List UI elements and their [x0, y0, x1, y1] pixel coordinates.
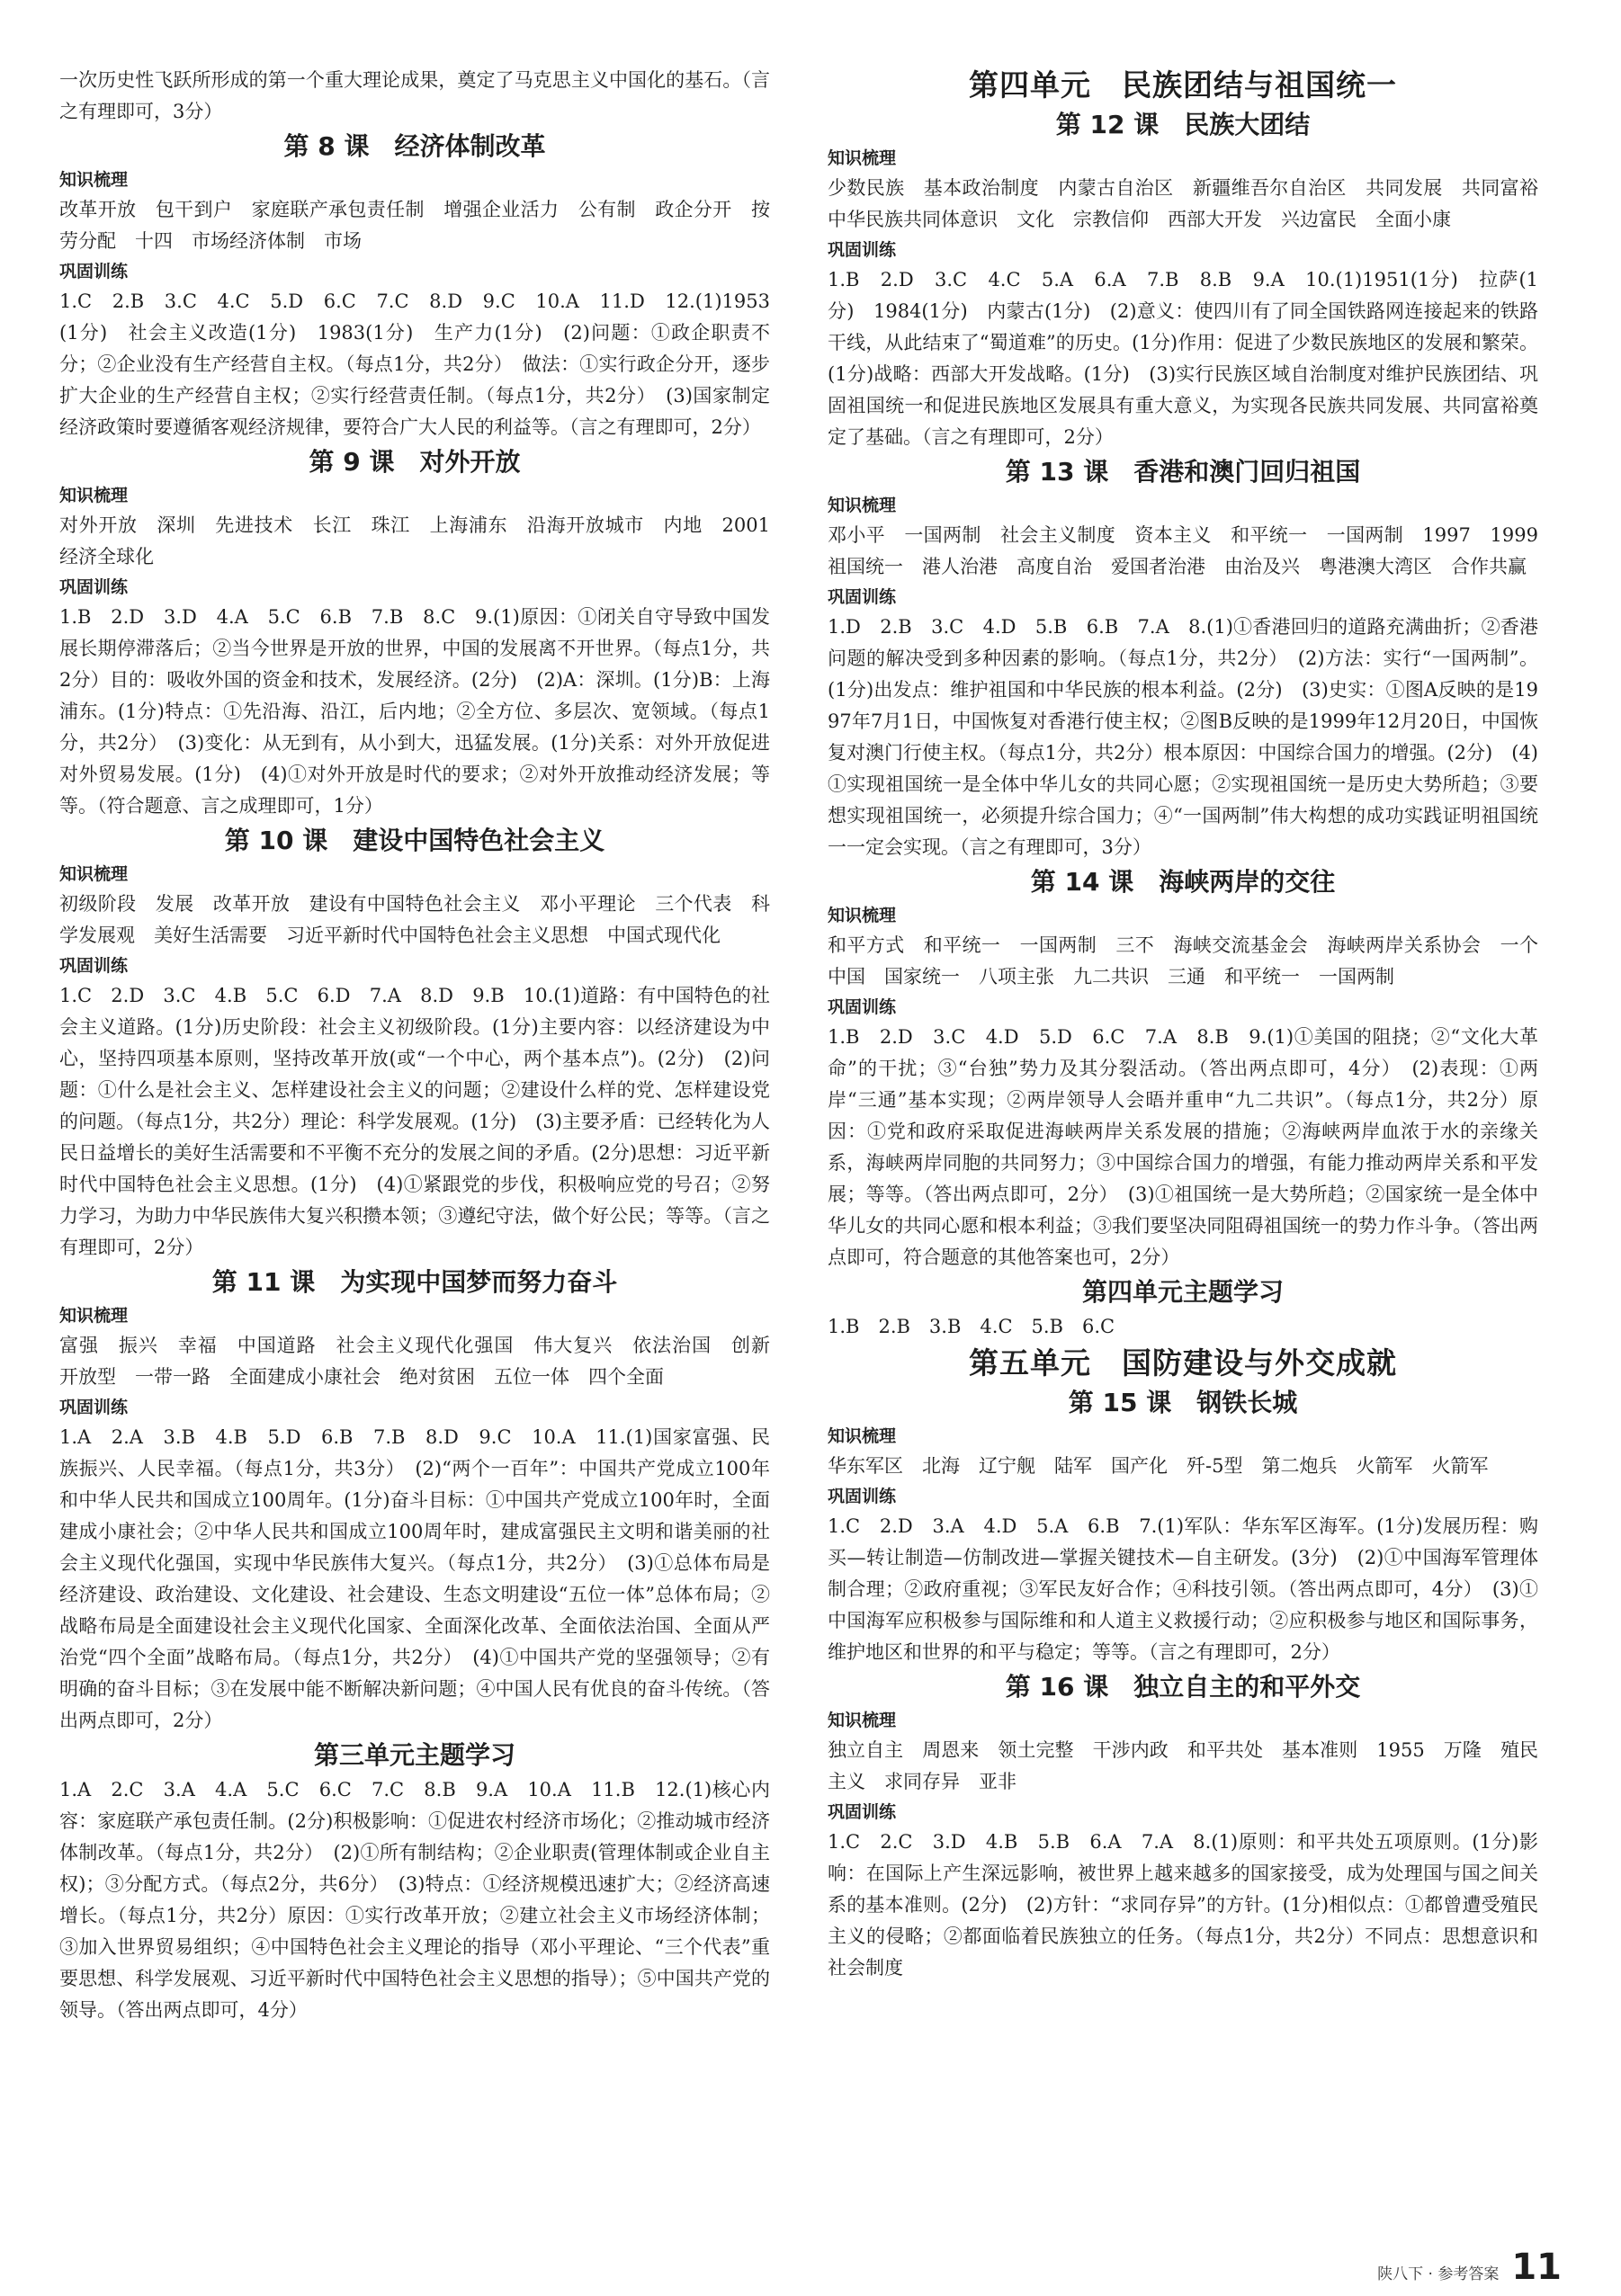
answer-text: 1.B 2.D 3.C 4.C 5.A 6.A 7.B 8.B 9.A 10.(1)1951(1分) 拉萨(1分) 1984(1分) 内蒙古(1分) (2)意义：使四川有了同全国铁路网连接起来的铁路干线，从此结束了“蜀道难”的历史。(1分)作用：促进了少数民族地区的发展和繁荣。(1分)战略：西部大开发战略。(1分) (3)实行民族区域自治制度对维护民族团结、巩固祖国统一和促进民族地区发展具有重大意义，为实现各民族共同发展、共同富裕奠定了基础。（言之有理即可，2分） [828, 269, 1538, 448]
page-footer [1377, 2247, 1562, 2288]
right-column [828, 65, 1557, 1984]
answer-text: 独立自主 周恩来 领土完整 干涉内政 和平共处 基本准则 1955 万隆 殖民主义 求同存异 亚非 [828, 1739, 1538, 1792]
section-label: 巩固训练 [828, 1802, 897, 1822]
section-label: 知识梳理 [59, 486, 129, 505]
section-label: 巩固训练 [828, 997, 897, 1017]
answer-text: 改革开放 包干到户 家庭联产承包责任制 增强企业活力 公有制 政企分开 按劳分配 十四 市场经济体制 市场 [59, 199, 770, 252]
answer-text: 少数民族 基本政治制度 内蒙古自治区 新疆维吾尔自治区 共同发展 共同富裕 中华民族共同体意识 文化 宗教信仰 西部大开发 兴边富民 全面小康 [828, 177, 1557, 230]
answer-text: 1.C 2.D 3.A 4.D 5.A 6.B 7.(1)军队：华东军区海军。(1分)发展历程：购买—转让制造—仿制改进—掌握关键技术—自主研发。(3分) (2)①中国海军管理体制合理；②政府重视；③军民友好合作；④科技引领。（答出两点即可，4分） (3)①中国海军应积极参与国际维和和人道主义救援行动；②应积极参与地区和国际事务，维护地区和世界的和平与稳定；等等。（言之有理即可，2分） [828, 1515, 1538, 1663]
answer-text: 一次历史性飞跃所形成的第一个重大理论成果，奠定了马克思主义中国化的基石。（言之有理即可，3分） [59, 69, 770, 122]
answer-text: 对外开放 深圳 先进技术 长江 珠江 上海浦东 沿海开放城市 内地 2001 经济全球化 [59, 514, 789, 567]
answer-text: 1.A 2.C 3.A 4.A 5.C 6.C 7.C 8.B 9.A 10.A 11.B 12.(1)核心内容：家庭联产承包责任制。(2分)积极影响：①促进农村经济市场化；②推动城市经济体制改革。（每点1分，共2分） (2)①所有制结构；②企业职责(管理体制或企业自主权)；③分配方式。（每点2分，共6分） (3)特点：①经济规模迅速扩大；②经济高速增长。（每点1分，共2分）原因：①实行改革开放；②建立社会主义市场经济体制；③加入世界贸易组织；④中国特色社会主义理论的指导（邓小平理论、“三个代表”重要思想、科学发展观、习近平新时代中国特色社会主义思想的指导）；⑤中国共产党的领导。（答出两点即可，4分） [59, 1779, 770, 2021]
answer-text: 富强 振兴 幸福 中国道路 社会主义现代化强国 伟大复兴 依法治国 创新 开放型 一带一路 全面建成小康社会 绝对贫困 五位一体 四个全面 [59, 1335, 789, 1388]
lesson-title: 第四单元主题学习 [1081, 1277, 1284, 1307]
lesson-title: 第 12 课 民族大团结 [1055, 110, 1311, 139]
lesson-title: 第 10 课 建设中国特色社会主义 [224, 826, 605, 855]
section-label: 巩固训练 [59, 577, 129, 597]
section-label: 知识梳理 [828, 148, 897, 168]
section-label: 知识梳理 [59, 864, 129, 884]
answer-text: 华东军区 北海 辽宁舰 陆军 国产化 歼-5型 第二炮兵 火箭军 火箭军 [828, 1455, 1489, 1477]
lesson-title: 第 8 课 经济体制改革 [283, 131, 546, 161]
page-number: 11 [1511, 2247, 1562, 2288]
section-label: 知识梳理 [59, 1306, 129, 1326]
section-label: 巩固训练 [828, 1487, 897, 1506]
unit-title: 第五单元 国防建设与外交成就 [969, 1345, 1397, 1380]
lesson-title: 第 16 课 独立自主的和平外交 [1005, 1672, 1361, 1702]
section-label: 知识梳理 [828, 1426, 897, 1446]
section-label: 巩固训练 [828, 240, 897, 260]
answer-text: 1.B 2.D 3.C 4.D 5.D 6.C 7.A 8.B 9.(1)①美国的阻挠；②“文化大革命”的干扰；③“台独”势力及其分裂活动。（答出两点即可，4分） (2)表现：①两岸“三通”基本实现；②两岸领导人会晤并重申“九二共识”。（每点1分，共2分）原因：①党和政府采取促进海峡两岸关系发展的措施；②海峡两岸血浓于水的亲缘关系，海峡两岸同胞的共同努力；③中国综合国力的增强，有能力推动两岸关系和平发展；等等。（答出两点即可，2分） (3)①祖国统一是大势所趋；②国家统一是全体中华儿女的共同心愿和根本利益；③我们要坚决同阻碍祖国统一的势力作斗争。（答出两点即可，符合题意的其他答案也可，2分） [828, 1026, 1538, 1268]
answer-text: 初级阶段 发展 改革开放 建设有中国特色社会主义 邓小平理论 三个代表 科学发展观 美好生活需要 习近平新时代中国特色社会主义思想 中国式现代化 [59, 893, 770, 946]
section-label: 知识梳理 [59, 170, 129, 190]
left-column [59, 65, 789, 2026]
answer-text: 1.B 2.B 3.B 4.C 5.B 6.C [828, 1316, 1115, 1337]
section-label: 巩固训练 [59, 1398, 129, 1417]
lesson-title: 第 9 课 对外开放 [309, 447, 521, 477]
lesson-title: 第 15 课 钢铁长城 [1068, 1388, 1298, 1417]
lesson-title: 第三单元主题学习 [313, 1740, 515, 1770]
answer-text: 1.C 2.B 3.C 4.C 5.D 6.C 7.C 8.D 9.C 10.A 11.D 12.(1)1953(1分) 社会主义改造(1分) 1983(1分) 生产力(1分) (2)问题：①政企职责不分；②企业没有生产经营自主权。（每点1分，共2分） 做法：①实行政企分开，逐步扩大企业的生产经营自主权；②实行经营责任制。（每点1分，共2分） (3)国家制定经济政策时要遵循客观经济规律，要符合广大人民的利益等。（言之有理即可，2分） [59, 290, 770, 438]
answer-text: 1.B 2.D 3.D 4.A 5.C 6.B 7.B 8.C 9.(1)原因：①闭关自守导致中国发展长期停滞落后；②当今世界是开放的世界，中国的发展离不开世界。（每点1分，共2分）目的：吸收外国的资金和技术，发展经济。(2分) (2)A：深圳。(1分)B：上海浦东。(1分)特点：①先沿海、沿江，后内地；②全方位、多层次、宽领域。（每点1分，共2分） (3)变化：从无到有，从小到大，迅猛发展。(1分)关系：对外开放促进对外贸易发展。(1分) (4)①对外开放是时代的要求；②对外开放推动经济发展；等等。（符合题意、言之成理即可，1分） [59, 606, 770, 817]
answer-text: 1.C 2.D 3.C 4.B 5.C 6.D 7.A 8.D 9.B 10.(1)道路：有中国特色的社会主义道路。(1分)历史阶段：社会主义初级阶段。(1分)主要内容：以经济建设为中心，坚持四项基本原则，坚持改革开放(或“一个中心，两个基本点”)。(2分) (2)问题：①什么是社会主义、怎样建设社会主义的问题；②建设什么样的党、怎样建设党的问题。（每点1分，共2分）理论：科学发展观。(1分) (3)主要矛盾：已经转化为人民日益增长的美好生活需要和不平衡不充分的发展之间的矛盾。(2分)思想：习近平新时代中国特色社会主义思想。(1分) (4)①紧跟党的步伐，积极响应党的号召；②努力学习，为助力中华民族伟大复兴积攒本领；③遵纪守法，做个好公民；等等。（言之有理即可，2分） [59, 985, 770, 1258]
answer-text: 1.C 2.C 3.D 4.B 5.B 6.A 7.A 8.(1)原则：和平共处五项原则。(1分)影响：在国际上产生深远影响，被世界上越来越多的国家接受，成为处理国与国之间关系的基本准则。(2分) (2)方针：“求同存异”的方针。(1分)相似点：①都曾遭受殖民主义的侵略；②都面临着民族独立的任务。（每点1分，共2分）不同点：思想意识和社会制度 [828, 1831, 1538, 1979]
footer-label: 陕八下 · 参考答案 [1377, 2265, 1500, 2283]
section-label: 知识梳理 [828, 906, 897, 925]
lesson-title: 第 14 课 海峡两岸的交往 [1030, 867, 1336, 897]
answer-text: 1.A 2.A 3.B 4.B 5.D 6.B 7.B 8.D 9.C 10.A 11.(1)国家富强、民族振兴、人民幸福。（每点1分，共3分） (2)“两个一百年”：中国共产党成立100年和中华人民共和国成立100周年。(1分)奋斗目标：①中国共产党成立100年时，全面建成小康社会；②中华人民共和国成立100周年时，建成富强民主文明和谐美丽的社会主义现代化强国，实现中华民族伟大复兴。（每点1分，共2分） (3)①总体布局是经济建设、政治建设、文化建设、社会建设、生态文明建设“五位一体”总体布局；②战略布局是全面建设社会主义现代化国家、全面深化改革、全面依法治国、全面从严治党“四个全面”战略布局。（每点1分，共2分） (4)①中国共产党的坚强领导；②有明确的奋斗目标；③在发展中能不断解决新问题；④中国人民有优良的奋斗传统。（答出两点即可，2分） [59, 1426, 770, 1731]
section-label: 知识梳理 [828, 496, 897, 515]
lesson-title: 第 13 课 香港和澳门回归祖国 [1005, 457, 1361, 487]
answer-text: 和平方式 和平统一 一国两制 三不 海峡交流基金会 海峡两岸关系协会 一个中国 国家统一 八项主张 九二共识 三通 和平统一 一国两制 [828, 934, 1538, 987]
answer-text: 1.D 2.B 3.C 4.D 5.B 6.B 7.A 8.(1)①香港回归的道路充满曲折；②香港问题的解决受到多种因素的影响。（每点1分，共2分） (2)方法：实行“一国两制”。(1分)出发点：维护祖国和中华民族的根本利益。(2分) (3)史实：①图A反映的是1997年7月1日，中国恢复对香港行使主权；②图B反映的是1999年12月20日，中国恢复对澳门行使主权。（每点1分，共2分）根本原因：中国综合国力的增强。(2分) (4)①实现祖国统一是全体中华儿女的共同心愿；②实现祖国统一是历史大势所趋；③要想实现祖国统一，必须提升综合国力；④“一国两制”伟大构想的成功实践证明祖国统一一定会实现。（言之有理即可，3分） [828, 616, 1538, 858]
lesson-title: 第 11 课 为实现中国梦而努力奋斗 [211, 1267, 618, 1297]
section-label: 巩固训练 [828, 587, 897, 607]
unit-title: 第四单元 民族团结与祖国统一 [969, 67, 1397, 103]
section-label: 知识梳理 [828, 1711, 897, 1730]
section-label: 巩固训练 [59, 262, 129, 281]
answer-text: 邓小平 一国两制 社会主义制度 资本主义 和平统一 一国两制 1997 1999 祖国统一 港人治港 高度自治 爱国者治港 由治及兴 粤港澳大湾区 合作共赢 [828, 524, 1557, 577]
section-label: 巩固训练 [59, 956, 129, 976]
